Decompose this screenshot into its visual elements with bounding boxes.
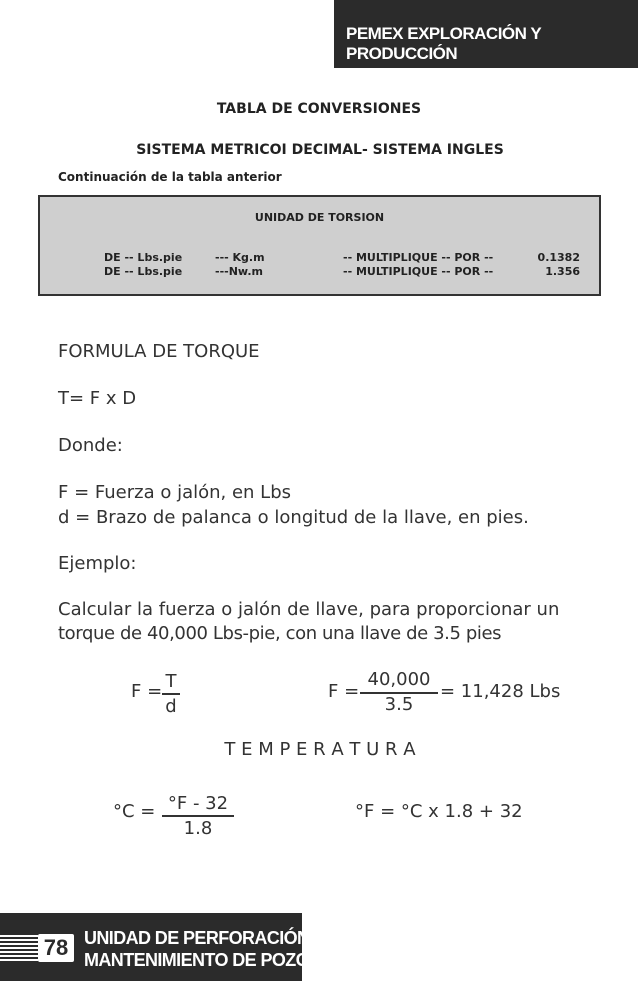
- formula2-numerator: 40,000: [367, 669, 431, 690]
- formula1-fraction-bar: [162, 693, 180, 695]
- celsius-fraction-bar: [162, 815, 234, 817]
- page-number: 78: [43, 935, 69, 960]
- formula1-numerator: T: [165, 671, 177, 692]
- page-title: TABLA DE CONVERSIONES: [216, 101, 422, 117]
- formula2-result: = 11,428 Lbs: [440, 681, 561, 702]
- definition-f: F = Fuerza o jalón, en Lbs: [58, 482, 291, 503]
- torsion-heading: UNIDAD DE TORSION: [254, 211, 385, 224]
- row1-from: DE -- Lbs.pie: [104, 251, 183, 264]
- formula1-lhs: F =: [131, 681, 163, 702]
- definition-d: d = Brazo de palanca o longitud de la llave, en pies.: [58, 507, 529, 528]
- footer-line-2: MANTENIMIENTO DE POZOS: [84, 950, 321, 970]
- problem-line-2: torque de 40,000 Lbs-pie, con una llave de 3.5 pies: [58, 623, 502, 644]
- row2-factor: 1.356: [545, 265, 580, 278]
- page-subtitle: SISTEMA METRICOI DECIMAL- SISTEMA INGLES: [136, 142, 504, 158]
- formula2-lhs: F =: [328, 681, 360, 702]
- torsion-table: [38, 195, 601, 296]
- row2-operation: -- MULTIPLIQUE -- POR --: [343, 265, 494, 278]
- fahrenheit-formula: °F = °C x 1.8 + 32: [355, 801, 523, 822]
- formula-title: FORMULA DE TORQUE: [58, 341, 260, 362]
- formula1-denominator: d: [165, 696, 177, 717]
- formula2-denominator: 3.5: [384, 694, 414, 715]
- header-title: PEMEX EXPLORACIÓN Y PRODUCCIÓN: [346, 24, 541, 63]
- row1-operation: -- MULTIPLIQUE -- POR --: [343, 251, 494, 264]
- ejemplo-label: Ejemplo:: [58, 553, 137, 574]
- celsius-denominator: 1.8: [183, 818, 213, 839]
- footer-stripes-decoration: [0, 935, 38, 961]
- temperature-heading: T E M P E R A T U R A: [224, 739, 416, 760]
- continuation-note: Continuación de la tabla anterior: [58, 170, 282, 184]
- row1-factor: 0.1382: [537, 251, 580, 264]
- row2-to: ---Nw.m: [215, 265, 264, 278]
- row2-from: DE -- Lbs.pie: [104, 265, 183, 278]
- donde-label: Donde:: [58, 435, 123, 456]
- torque-formula: T= F x D: [58, 388, 137, 409]
- footer-line-1: UNIDAD DE PERFORACIÓN Y: [84, 928, 325, 948]
- row1-to: --- Kg.m: [215, 251, 265, 264]
- celsius-lhs: °C =: [113, 801, 156, 822]
- problem-line-1: Calcular la fuerza o jalón de llave, para proporcionar un: [58, 599, 560, 620]
- celsius-numerator: °F - 32: [167, 793, 229, 814]
